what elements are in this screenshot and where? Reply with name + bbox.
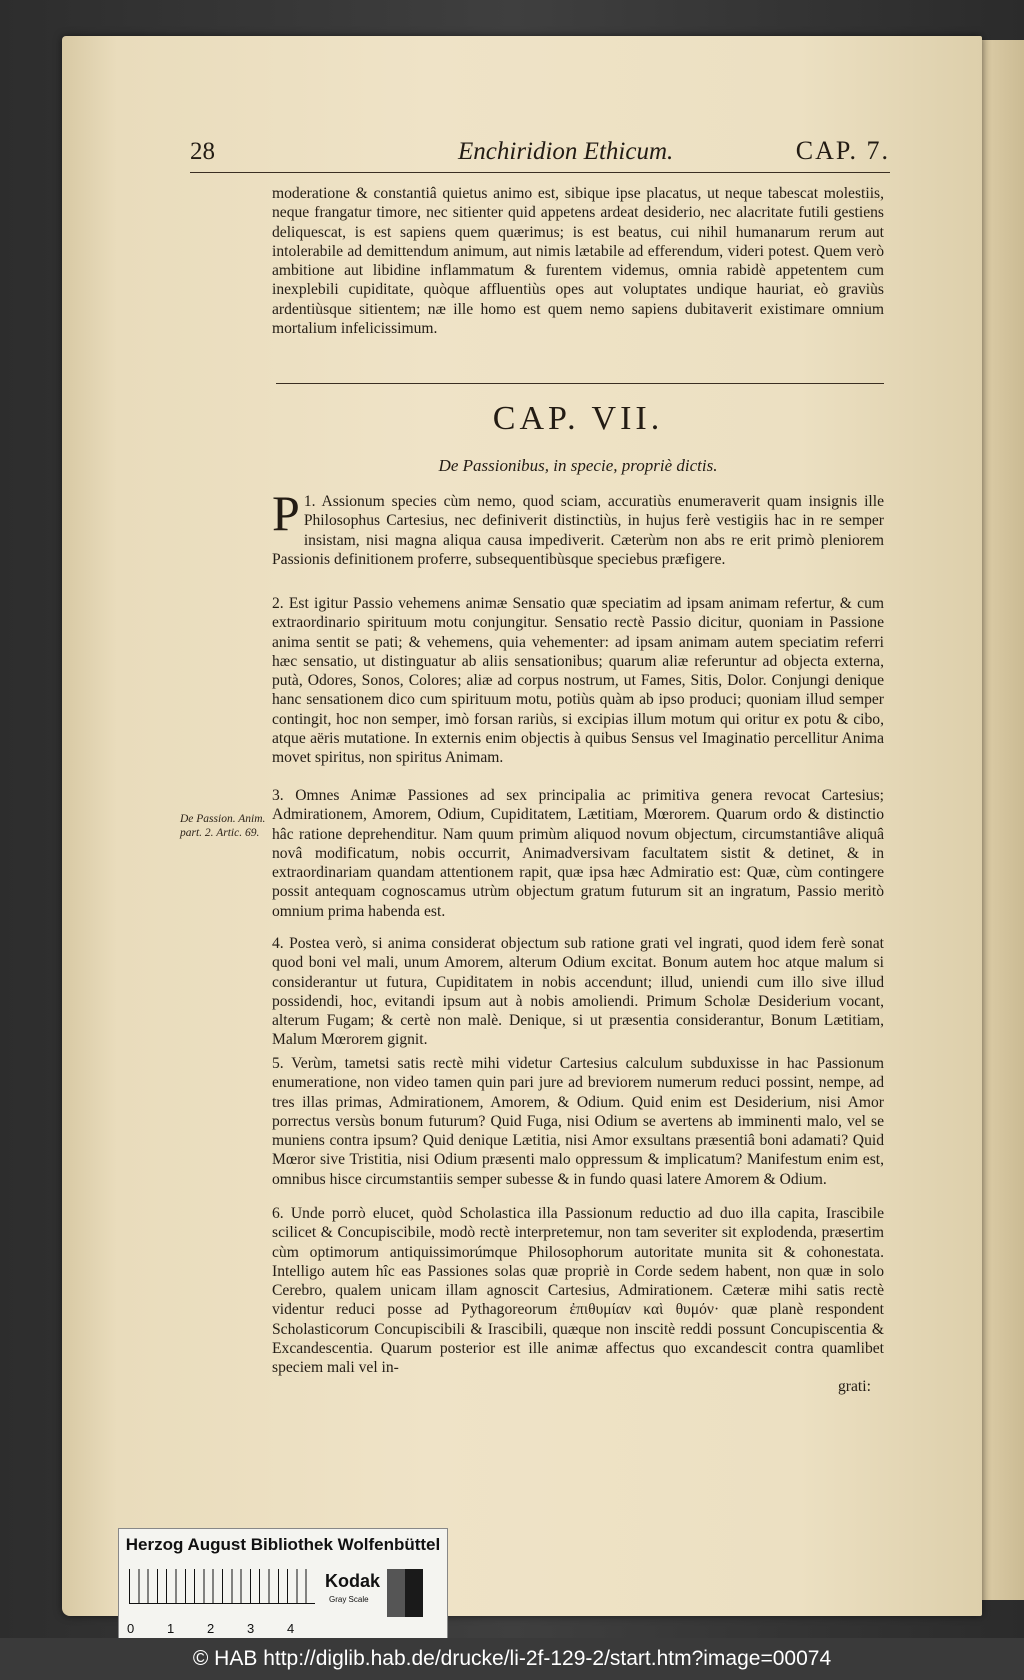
gray-patch-mid (387, 1569, 405, 1617)
running-head (190, 132, 890, 176)
paragraph-1-text: 1. Assionum species cùm nemo, quod sciam, accuratiùs enumeraverit quam insignis ille Philosophus Cartesius, nec definiverit distinctiùs, in hujus ferè vestigiis hac in re semper insistam, nisi magna aliqua causa impediverit. Cæterùm non abs re erit primò pleniorem Passionis definitionem proferre, subsequentibùsque speciebus præfigere. (272, 493, 884, 568)
footer-credit[interactable]: © HAB http://diglib.hab.de/drucke/li-2f-129-2/start.htm?image=00074 (192, 1647, 832, 1670)
chapter-subtitle: De Passionibus, in specie, propriè dictis. (438, 456, 718, 475)
page-number: 28 (190, 138, 215, 165)
kodak-gray-scale (315, 1569, 385, 1617)
ruler-number: 0 (127, 1621, 135, 1636)
footer-bar (0, 1638, 1024, 1680)
ruler-number: 4 (287, 1621, 295, 1636)
paragraph-6: 6. Unde porrò elucet, quòd Scholastica illa Passionum reductio ad duo illa capita, Irascibile scilicet & Concupiscibile, modò rectè interpretemur, non tam severiter sit explodenda, præsertim cùm optimorum antiquissimorúmque Philosophorum autoritate munita sit & cohonestata. Intelligo autem hîc eas Passiones solas quæ propriè in Corde sedem habent, non quæ in solo Cerebro, qualem unicam illam agnoscit Cartesius, Admirationem. Cæteræ mihi satis rectè videntur reduci posse ad Pythagoreorum ἐπιθυμίαν καὶ θυμόν· quæ planè respondent Scholasticorum Concupiscibili & Irascibili, quæque non inscitè reddi possunt Concupiscentia & Excandescentia. Quarum posterior est ille animæ affectus quo excandescit contra quamlibet speciem mali vel in- (272, 1205, 884, 1377)
paragraph-4: 4. Postea verò, si anima considerat objectum sub ratione grati vel ingrati, quod idem ferè sonat quod boni vel mali, unum Amorem, alterum Odium excitat. Bonum autem hoc atque malum si considerantur ut futura, Cupiditatem in nobis accendunt; illud, uniendi cum illo sive illud possidendi, hoc, evitandi ipsum aut à nobis amoliendi. Primum Scholæ Desiderium vocant, alterum Fugam; & certè non malè. Denique, si ut præsentia considerantur, Bonum Lætitiam, Malum Mœrorem gignit. (272, 935, 884, 1049)
library-name: Herzog August Bibliothek Wolfenbüttel (125, 1535, 441, 1554)
chapter-heading: CAP. VII. (492, 400, 664, 437)
intro-paragraph: moderatione & constantiâ quietus animo est, sibique ipse placatus, ut neque tabescat molestiis, neque frangatur timore, nec sitienter quid appetens ardeat desiderio, nec alacritate futili gestiens deliquescat, is est sapiens quem quærimus; is est beatus, cui nihil humanarum rerum aut intolerabile ad demittendum animum, aut nimis lætabile ad efferendum, videri potest. Quem verò ambitione aut libidine inflammatum & furentem videmus, omnia rabidè appetentem cum inexplebili cupiditate, quòque affluentiùs opes aut voluptates undique hauriat, eò graviùs ardentiùsque sitientem; næ ille homo est quem nemo sapiens dubitaverit existimare omnium mortalium infelicissimum. (272, 185, 884, 338)
chapter-reference: CAP. 7. (795, 136, 890, 165)
gray-scale-caption: Gray Scale (329, 1595, 369, 1604)
measurement-ruler (129, 1569, 315, 1604)
section-rule (276, 383, 884, 384)
paragraph-2: 2. Est igitur Passio vehemens animæ Sensatio quæ speciatim ad ipsam animam refertur, & cum extraordinario spirituum motu conjungitur. Sensatio rectè Passio dicitur, quoniam in Passione anima sentit se pati; & vehemens, quia vehementer: ad ipsam animam autem speciatim referri hæc sensatio, ut distinguatur ab aliis sensationibus; quarum aliæ referuntur ad objecta externa, putà, Odores, Sonos, Colores; aliæ ad corpus nostrum, ut Fames, Sitis, Dolor. Conjungi denique hanc sensationem dico cum spirituum motu, potiùs quàm ab ipso produci; quoniam illud semper contingit, hoc non semper, imò forsan rariùs, si excipias illum motum qui oritur ex potu & cibo, atque aëris mutatione. In externis enim objectis à quibus Sensus vel Imaginatio percellitur Anima movet spiritus, non spiritus Animam. (272, 595, 884, 767)
paragraph-3: 3. Omnes Animæ Passiones ad sex principalia ac primitiva genera revocat Cartesius; Admirationem, Amorem, Odium, Cupiditatem, Lætitiam, Mœrorem. Quarum ordo & distinctio hâc ratione deprehenditur. Nam quum primùm aliquod novum objectum, circumstantiâve aliquâ novâ modificatum, nobis occurrit, Animadversivam facultatem sistit & detinet, & in extraordinariam quandam attentionem rapit, quæ ipsa hæc Admiratio est: Quæ, cùm contingere possit antequam cognoscamus utrùm objectum gratum futurum sit an ingratum, Passio meritò omnium prima habenda est. (272, 787, 884, 920)
ruler-number: 3 (247, 1621, 255, 1636)
margin-note: De Passion. Anim. part. 2. Artic. 69. (180, 813, 266, 839)
header-rule (190, 172, 890, 173)
paragraph-1 (272, 485, 884, 569)
kodak-logo: Kodak (325, 1571, 381, 1591)
drop-capital: P (272, 485, 300, 541)
running-title: Enchiridion Ethicum. (458, 138, 674, 165)
catchword: grati: (838, 1378, 871, 1395)
ruler-number: 2 (207, 1621, 215, 1636)
ruler-number: 1 (167, 1621, 175, 1636)
library-color-target (118, 1528, 448, 1648)
gray-patch-dark (405, 1569, 423, 1617)
paragraph-5: 5. Verùm, tametsi satis rectè mihi videtur Cartesius calculum subduxisse in hac Passionum enumeratione, non video tamen quin pari jure ad breviorem numerum reduci possint, nempe, ad tres illas primas, Admirationem, Amorem, & Odium. Quid enim est Desiderium, nisi Amor porrectus versùs bonum futurum? Quid Fuga, nisi Odium se avertens ab imminenti malo, vel se muniens contra ipsum? Quid denique Lætitia, nisi Amor exsultans præsentiâ boni adamati? Quid Mœror sive Tristitia, nisi Odium præsenti malo oppressum & implicatum? Manifestum enim est, omnibus hisce circumstantiis semper subesse & in fundo quasi latere Amorem & Odium. (272, 1055, 884, 1188)
